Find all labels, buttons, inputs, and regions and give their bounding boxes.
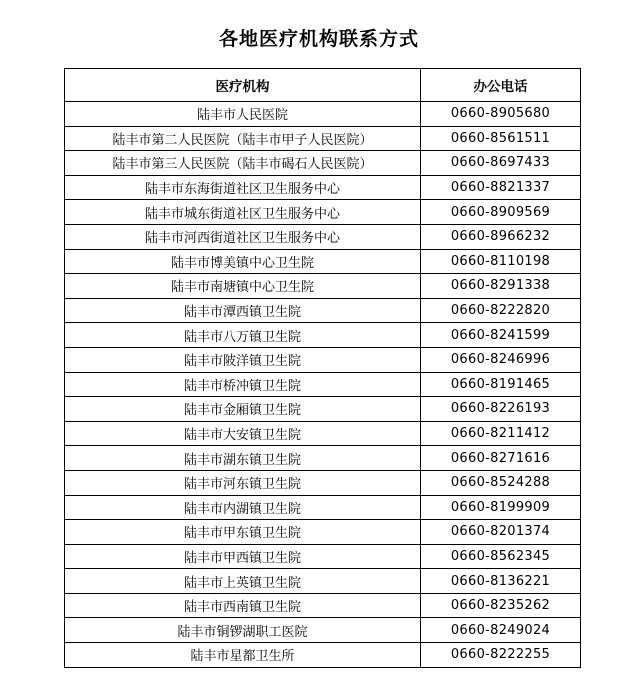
table-row	[65, 495, 581, 520]
table-row	[65, 569, 581, 594]
table-row	[65, 249, 581, 274]
institution-name: 陆丰市铜锣湖职工医院	[65, 618, 421, 643]
phone-number: 0660-8291338	[421, 274, 581, 299]
institution-name: 陆丰市城东街道社区卫生服务中心	[65, 200, 421, 225]
phone-number: 0660-8211412	[421, 421, 581, 446]
phone-number: 0660-8697433	[421, 151, 581, 176]
institution-name: 陆丰市内湖镇卫生院	[65, 495, 421, 520]
institution-name: 陆丰市第三人民医院（陆丰市碣石人民医院）	[65, 151, 421, 176]
phone-number: 0660-8222255	[421, 643, 581, 668]
table-row	[65, 175, 581, 200]
document-title: 各地医疗机构联系方式	[218, 28, 419, 50]
institution-name: 陆丰市河东镇卫生院	[65, 470, 421, 495]
institution-name: 陆丰市金厢镇卫生院	[65, 397, 421, 422]
institution-name: 陆丰市第二人民医院（陆丰市甲子人民医院）	[65, 126, 421, 151]
table-row	[65, 200, 581, 225]
table-row	[65, 126, 581, 151]
phone-number: 0660-8249024	[421, 618, 581, 643]
header-phone: 办公电话	[421, 69, 581, 102]
table-row	[65, 224, 581, 249]
table-row	[65, 446, 581, 471]
institution-name: 陆丰市陂洋镇卫生院	[65, 347, 421, 372]
phone-number: 0660-8909569	[421, 200, 581, 225]
table-row	[65, 520, 581, 545]
institution-name: 陆丰市星都卫生所	[65, 643, 421, 668]
header-institution: 医疗机构	[65, 69, 421, 102]
institution-name: 陆丰市人民医院	[65, 102, 421, 127]
institution-name: 陆丰市西南镇卫生院	[65, 593, 421, 618]
phone-number: 0660-8524288	[421, 470, 581, 495]
table-row	[65, 372, 581, 397]
institution-name: 陆丰市博美镇中心卫生院	[65, 249, 421, 274]
table-row	[65, 593, 581, 618]
table-row	[65, 102, 581, 127]
institution-name: 陆丰市大安镇卫生院	[65, 421, 421, 446]
phone-number: 0660-8905680	[421, 102, 581, 127]
institution-name: 陆丰市东海街道社区卫生服务中心	[65, 175, 421, 200]
phone-number: 0660-8222820	[421, 298, 581, 323]
contacts-table	[64, 68, 581, 668]
phone-number: 0660-8966232	[421, 224, 581, 249]
institution-name: 陆丰市潭西镇卫生院	[65, 298, 421, 323]
phone-number: 0660-8241599	[421, 323, 581, 348]
institution-name: 陆丰市甲西镇卫生院	[65, 544, 421, 569]
table-row	[65, 397, 581, 422]
table-row	[65, 274, 581, 299]
institution-name: 陆丰市八万镇卫生院	[65, 323, 421, 348]
table-row	[65, 151, 581, 176]
phone-number: 0660-8226193	[421, 397, 581, 422]
table-row	[65, 643, 581, 668]
phone-number: 0660-8136221	[421, 569, 581, 594]
institution-name: 陆丰市湖东镇卫生院	[65, 446, 421, 471]
institution-name: 陆丰市南塘镇中心卫生院	[65, 274, 421, 299]
phone-number: 0660-8201374	[421, 520, 581, 545]
institution-name: 陆丰市甲东镇卫生院	[65, 520, 421, 545]
phone-number: 0660-8562345	[421, 544, 581, 569]
institution-name: 陆丰市上英镇卫生院	[65, 569, 421, 594]
table-row	[65, 323, 581, 348]
institution-name: 陆丰市桥冲镇卫生院	[65, 372, 421, 397]
phone-number: 0660-8246996	[421, 347, 581, 372]
table-row	[65, 298, 581, 323]
phone-number: 0660-8199909	[421, 495, 581, 520]
table-row	[65, 347, 581, 372]
table-header-row	[65, 69, 581, 102]
table-row	[65, 544, 581, 569]
phone-number: 0660-8110198	[421, 249, 581, 274]
phone-number: 0660-8191465	[421, 372, 581, 397]
phone-number: 0660-8561511	[421, 126, 581, 151]
table-row	[65, 618, 581, 643]
phone-number: 0660-8271616	[421, 446, 581, 471]
phone-number: 0660-8235262	[421, 593, 581, 618]
table-row	[65, 421, 581, 446]
phone-number: 0660-8821337	[421, 175, 581, 200]
table-row	[65, 470, 581, 495]
institution-name: 陆丰市河西街道社区卫生服务中心	[65, 224, 421, 249]
